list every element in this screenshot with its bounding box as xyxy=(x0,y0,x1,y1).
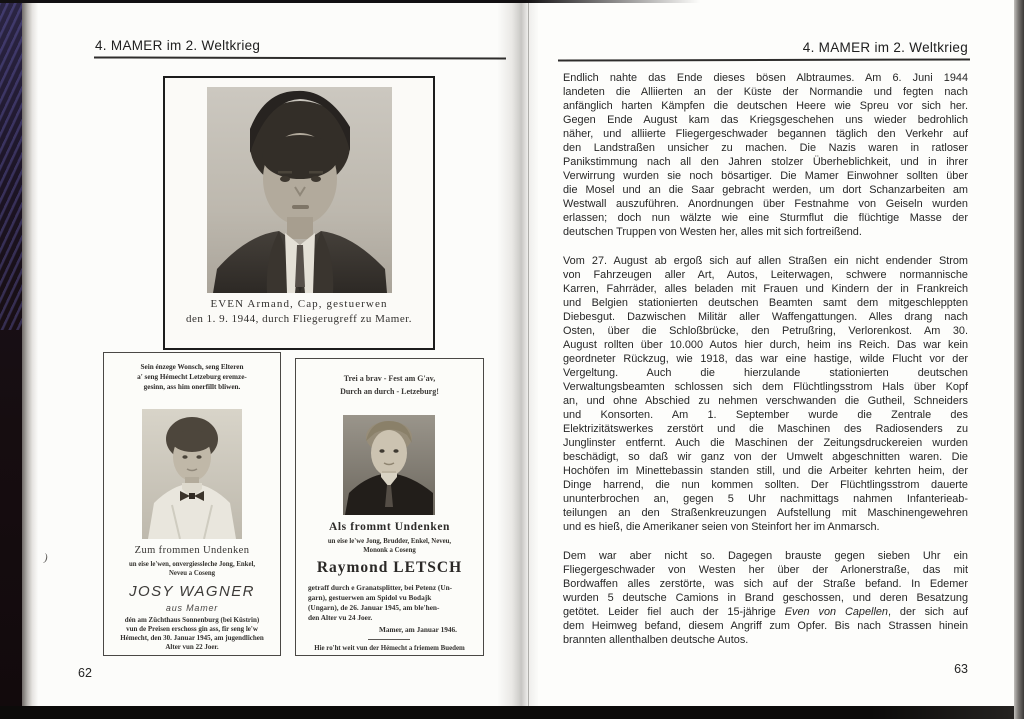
gutter-shadow xyxy=(498,0,538,706)
memorial-card-letsch xyxy=(295,358,484,656)
text-line: Fliegergeschwader von Westen her über der Arlonerstraße, das mit xyxy=(563,564,968,576)
text-line: Verwirrung wurden sie noch bösartiger. Die Mamer Einwohner sollten über xyxy=(563,170,968,182)
letsch-dedication-line1: un eise le'we Jong, Brudder, Enkel, Neveu, xyxy=(327,538,452,545)
text-line: Gegen Ende August kam das Kriegsgeschehen uns wieder bedrohlich xyxy=(563,114,968,126)
letsch-name: Raymond LETSCH xyxy=(316,559,463,576)
text-line: die Mosel und an die Saar gebracht werden, um dort Schanzarbeiten am xyxy=(563,184,968,196)
text-line: dem Heimweg befand, diesem Angriff zum Opfer. Bis nach Strassen hinein xyxy=(563,620,968,632)
wagner-obit-line3: Hémecht, den 30. Januar 1945, am jugendlichen xyxy=(120,634,264,642)
memorial-card-wagner xyxy=(103,352,281,656)
wagner-epigraph-line2: a' seng Hémecht Letzeburg eremze- xyxy=(137,373,247,381)
scan-top-edge xyxy=(0,0,700,3)
text-line: Verwaltungsbeamten schlossen sich dem Flüchtlingsstrom Hals über Kopf xyxy=(563,381,968,393)
photo-caption-line2: den 1. 9. 1944, durch Fliegerugreff zu Mamer. xyxy=(185,313,413,325)
wagner-card-title: Zum frommen Undenken xyxy=(134,545,250,556)
wagner-obit-line2: vun de Preisen erschoss gin ass, fir seng le'w xyxy=(126,625,258,633)
text-line: Vom 27. August ab ergoß sich auf allen Straßen ein nicht endender Strom xyxy=(563,255,968,267)
text-line: an, und ohne Abschied zu nehmen verschwanden die Gutheil, Schneiders xyxy=(563,395,968,407)
right-page-body xyxy=(563,71,968,662)
text-line: Dinge harrend, die nun kommen sollten. Der Flüchtlingsstrom dauerte xyxy=(563,479,968,491)
letsch-epigraph-line1: Trei a brav - Fest am G'av, xyxy=(343,374,436,383)
text-line: Westwall auszuführen. Anordnungen über Festnahme von Geiseln wurden xyxy=(563,198,968,210)
wagner-epigraph-line3: gesinn, ass him onerfillt bliwen. xyxy=(143,383,241,391)
letsch-card-title: Als frommt Undenken xyxy=(328,521,451,533)
letsch-obit-line3: (Ungarn), de 26. Januar 1945, am ble'hen- xyxy=(308,603,440,612)
photo-caption-line1: EVEN Armand, Cap, gestuerwen xyxy=(210,298,388,310)
text-line: ununterbrochen an, gegen 5 Uhr nachmittags nahmen Infanterieab- xyxy=(563,493,968,505)
text-line: beschädigt, so daß wir ganz von der Umwelt abgeschnitten waren. Die xyxy=(563,451,968,463)
text-segment: , der sich auf xyxy=(887,606,968,618)
text-segment: getötet. Leider fiel auch der 15-jährige xyxy=(563,606,785,618)
spine-texture xyxy=(0,0,22,330)
wagner-origin: aus Mamer xyxy=(165,603,219,613)
letsch-closing-line: Hie ro'ht weit vun der Hémecht a friemem Buedem xyxy=(314,645,465,652)
body-paragraph-3 xyxy=(563,549,968,647)
text-line: teilungen an den Straßenkreuzungen Aufstellung mit Maschinengewehren xyxy=(563,507,968,519)
text-line: Elektrizitätswerkes zerstört und die Maschinen des Radiosenders zu xyxy=(563,423,968,435)
photo-frame-even-armand xyxy=(163,76,435,350)
text-line: Vergeltung. Auch die hierzulande stationierten deutschen xyxy=(563,367,968,379)
text-line: Panikstimmung nach all den Jahren stolzer Überheblichkeit, und in ihrer xyxy=(563,156,968,168)
text-line: und Belgien stationierten deutschen Beamten samt dem mitgeschleppten xyxy=(563,297,968,309)
scan-bottom-edge xyxy=(0,706,1024,719)
text-line: Dem war aber nicht so. Dagegen brauste gegen sieben Uhr ein xyxy=(563,550,968,562)
wagner-obit-line1: dén am Züchthaus Sonnenburg (bei Küstrin) xyxy=(124,616,260,624)
spine-shadow-fade xyxy=(22,0,38,719)
text-line: Hochöfen im Minettebassin standen still, und die Arbeiter kehrten heim, der xyxy=(563,465,968,477)
letsch-dedication-line2: Mononk a Coseng xyxy=(363,547,416,554)
portrait-photo-even-armand xyxy=(207,87,392,293)
text-line: August rollten über 10.000 Autos hier durch, heim ins Reich. Das war kein xyxy=(563,339,968,351)
wagner-dedication-line2: Neveu a Coseng xyxy=(168,570,216,577)
text-line: deutschen Truppen von Westen her, alles mit sich fortreißend. xyxy=(563,226,862,238)
letsch-obit-line1: getraff durch e Granatsplitter, bei Petenz (Un- xyxy=(308,583,453,592)
portrait-photo-raymond-letsch xyxy=(343,415,435,515)
body-paragraph-2 xyxy=(563,254,968,534)
text-line: erlassen; doch nun wälzte wie eine Sturmflut die flüchtige Masse der xyxy=(563,212,968,224)
left-page-header: 4. MAMER im 2. Weltkrieg xyxy=(95,38,261,53)
wagner-dedication-line1: un eise le'wen, onvergiessleche Jong, Enkel, xyxy=(128,561,256,568)
text-line: von Fahrzeugen aller Art, Autos, Leiterwagen, schwere normannische xyxy=(563,269,968,281)
text-line: anfänglich harten Kämpfen die deutschen Heere wie Spreu vor sich her. xyxy=(563,100,968,112)
letsch-obit-line2: garn), gestuerwen am Spidol vu Bodajk xyxy=(308,593,432,602)
letsch-obit-line4: den Alter vu 24 Joer. xyxy=(308,613,373,622)
letsch-divider xyxy=(368,639,410,640)
margin-artifact-mark: ) xyxy=(42,551,49,565)
text-line: landeten die Alliierten an der Küste der Normandie und fegten nach xyxy=(563,86,968,98)
text-line: Osten, über die Schloßbrücke, den Petrußring, Verlorenkost. Am 30. xyxy=(563,325,968,337)
wagner-name: JOSY WAGNER xyxy=(129,583,255,600)
right-page-header: 4. MAMER im 2. Weltkrieg xyxy=(802,40,968,55)
text-line: den Landstraßen unsicher zu machen. Die Nazis waren in ratloser xyxy=(563,142,968,154)
text-line: näher, und alliierte Fliegergeschwader begannen täglich den Verkehr auf xyxy=(563,128,968,140)
text-line: Bordwaffen alles zerstörte, was sich auf der Straße befand. In Edemer xyxy=(563,578,968,590)
italic-name-even-von-capellen: Even von Capellen xyxy=(784,606,888,618)
text-line: Diebesgut. Dazwischen Militär aller Waffengattungen. Alles drang nach xyxy=(563,311,968,323)
text-line: wurden 5 deutsche Camions in Brand geschossen, und deren Besatzung xyxy=(563,592,968,604)
text-line: und Konsorten. Am 1. September wurde die Zentrale des xyxy=(563,409,968,421)
wagner-epigraph-line1: Sein énzege Wonsch, seng Elteren xyxy=(140,363,244,371)
text-line-with-italic xyxy=(563,605,968,619)
body-paragraph-1 xyxy=(563,71,968,239)
scan-right-edge xyxy=(1014,0,1024,719)
letsch-epigraph-line2: Durch an durch - Letzeburg! xyxy=(340,387,439,396)
left-page-number: 62 xyxy=(78,666,92,680)
right-page-number: 63 xyxy=(954,662,968,676)
text-line: brannten allenthalben deutsche Autos. xyxy=(563,634,749,646)
text-line: geordneter Rückzug, wie 1918, das war eine hastige, wilde Flucht vor der xyxy=(563,353,968,365)
gutter-line xyxy=(528,0,529,706)
text-line: Junglinster entfernt. Auch die Maschinen der Zeitungsdruckereien wurden xyxy=(563,437,968,449)
text-line: Endlich nahte das Ende dieses bösen Albtraumes. Am 6. Juni 1944 xyxy=(563,72,968,84)
letsch-date-line: Mamer, am Januar 1946. xyxy=(378,625,457,634)
text-line: Karren, Fahrräder, alles beladen mit Frauen und Kindern der in Frankreich xyxy=(563,283,968,295)
text-line: und es hieß, die Amerikaner seien von Steinfort her im Anmarsch. xyxy=(563,521,880,533)
wagner-obit-line4: Alter vun 22 Joer. xyxy=(165,643,219,651)
portrait-photo-josy-wagner xyxy=(142,409,242,539)
